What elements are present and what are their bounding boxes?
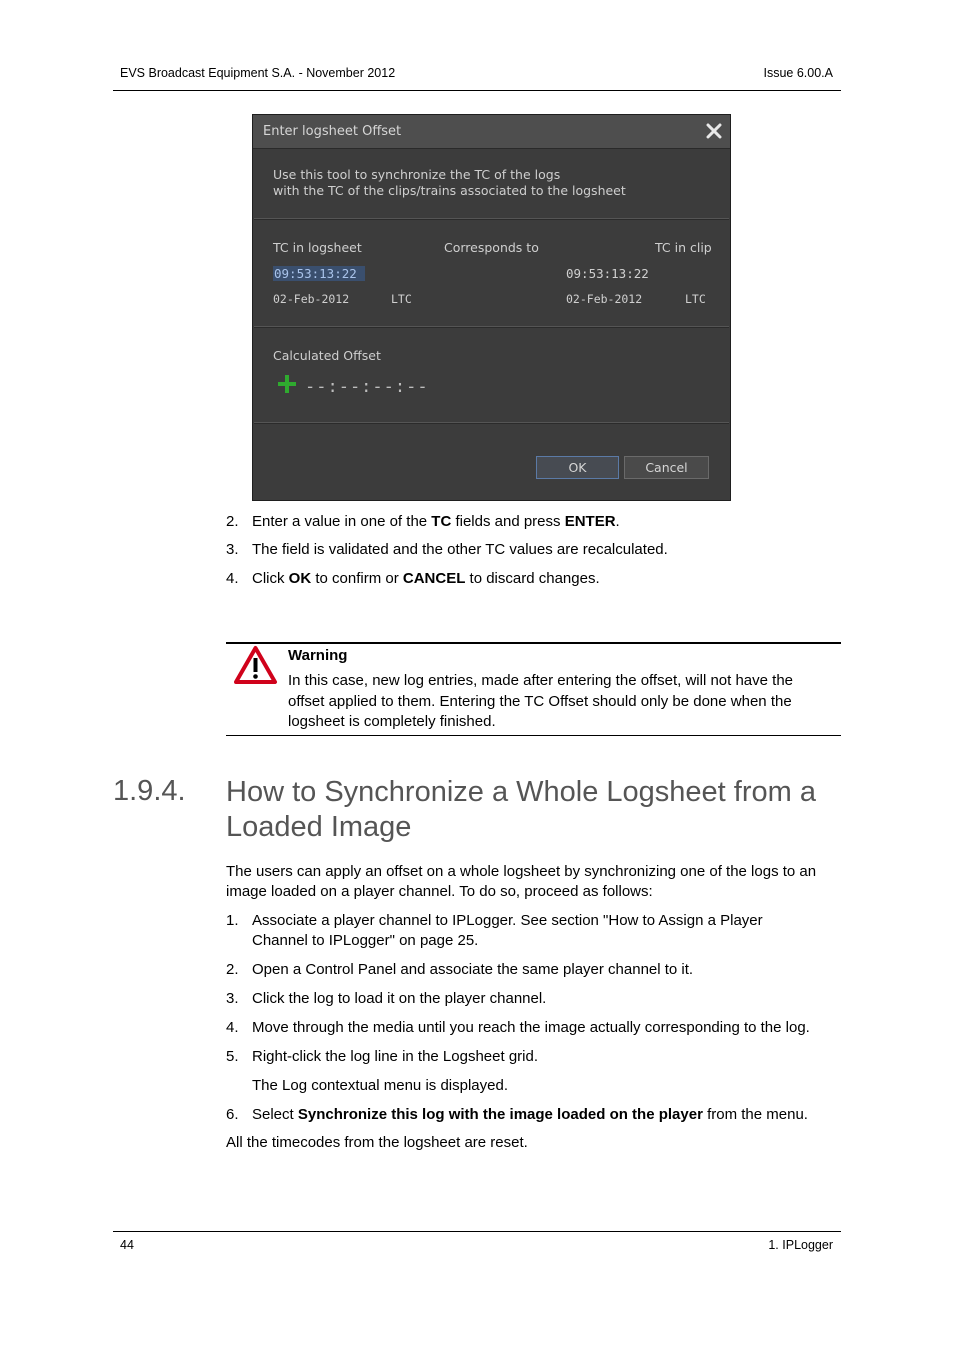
logsheet-tc-field[interactable]: 09:53:13:22 — [273, 266, 365, 281]
dialog-divider — [254, 422, 729, 424]
cancel-button[interactable]: Cancel — [624, 456, 709, 479]
warning-title: Warning — [288, 647, 348, 664]
footer-chapter: 1. IPLogger — [768, 1238, 833, 1252]
clip-tc-type: LTC — [685, 292, 706, 306]
dialog-title: Enter logsheet Offset — [263, 124, 402, 139]
clip-date: 02-Feb-2012 — [566, 292, 643, 306]
header-left: EVS Broadcast Equipment S.A. - November 2012 — [120, 66, 396, 80]
closing-text: All the timecodes from the logsheet are reset. — [226, 1134, 528, 1151]
ok-button[interactable]: OK — [536, 456, 619, 479]
section-intro: The users can apply an offset on a whole logsheet by synchronizing one of the logs to an image loaded on a player channel. To do so, proceed as follows: — [226, 863, 817, 900]
logsheet-tc-type: LTC — [391, 292, 412, 306]
dialog-desc-line2: with the TC of the clips/trains associated to the logsheet — [273, 183, 626, 198]
warning-bottom-rule — [226, 735, 841, 736]
page-number: 44 — [120, 1238, 134, 1252]
warning-body: In this case, new log entries, made after entering the offset, will not have the offset applied to them. Entering the TC Offset should only be done when the logsheet is completely finished. — [288, 672, 794, 730]
footer-rule — [113, 1231, 841, 1232]
plus-sign-icon — [276, 373, 298, 395]
section-number: 1.9.4. — [113, 775, 186, 807]
calculated-offset-value: --:--:--:-- — [305, 377, 429, 397]
dialog-divider — [254, 326, 729, 328]
dialog-divider — [254, 218, 729, 220]
logsheet-date: 02-Feb-2012 — [273, 292, 350, 306]
warning-top-rule — [226, 642, 841, 644]
close-icon[interactable] — [704, 121, 724, 141]
enter-logsheet-offset-dialog — [252, 114, 731, 501]
col-tc-clip: TC in clip — [655, 240, 712, 255]
dialog-titlebar — [253, 115, 730, 149]
section-title: How to Synchronize a Whole Logsheet from a Loaded Image — [226, 776, 816, 843]
col-corresponds-to: Corresponds to — [444, 240, 539, 255]
calculated-offset-label: Calculated Offset — [273, 348, 381, 363]
header-rule — [113, 90, 841, 91]
header-right: Issue 6.00.A — [763, 66, 833, 80]
col-tc-logsheet: TC in logsheet — [273, 240, 362, 255]
warning-triangle-icon — [233, 645, 278, 685]
dialog-desc-line1: Use this tool to synchronize the TC of the logs — [273, 167, 561, 182]
clip-tc-field[interactable]: 09:53:13:22 — [566, 266, 649, 281]
